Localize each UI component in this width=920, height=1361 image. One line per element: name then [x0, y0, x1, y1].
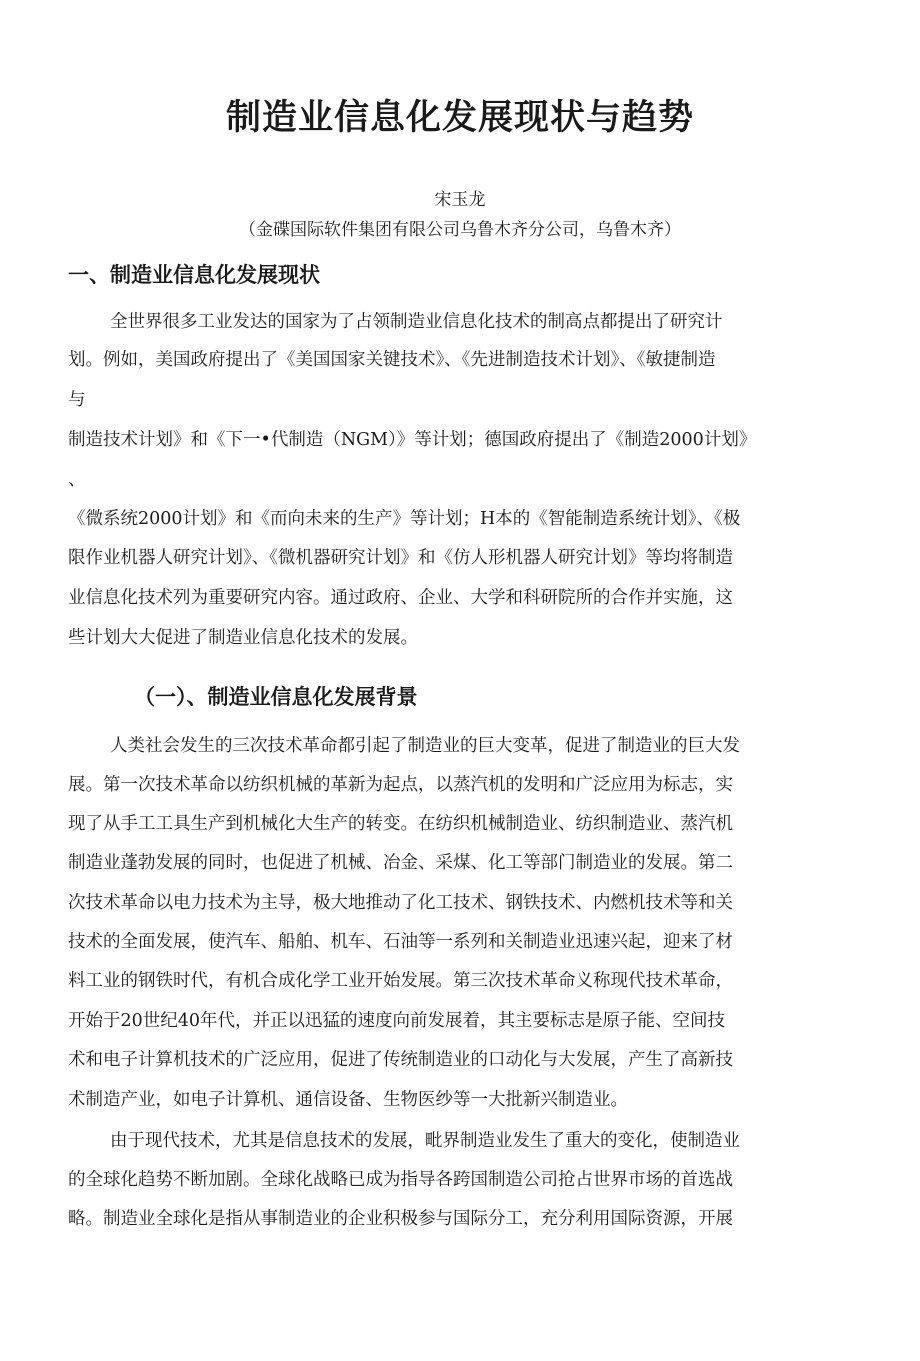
paragraph-line: 些计划大大促进了制造业信息化技术的发展。 [68, 628, 418, 648]
paragraph-line: 由于现代技术，尤其是信息技术的发展，毗界制造业发生了重大的变化，使制造业 [110, 1131, 740, 1151]
paragraph-line: 与 [68, 390, 86, 410]
paragraph-line: 、 [68, 470, 86, 490]
paragraph-line: 人类社会发生的三次技术革命都引起了制造业的巨大变革，促进了制造业的巨大发 [110, 736, 740, 756]
paragraph-line: 业信息化技术列为重要研究内容。通过政府、企业、大学和科研院所的合作并实施，这 [68, 588, 733, 608]
paragraph-line: 制造业蓬勃发展的同时，也促进了机械、冶金、采煤、化工等部门制造业的发展。第二 [68, 853, 733, 873]
paragraph-line: 次技术革命以电力技术为主导，极大地推动了化工技术、钢铁技术、内燃机技术等和关 [68, 893, 733, 913]
paragraph-line: 划。例如，美国政府提出了《美国国家关键技术》、《先进制造技术计划》、《敏捷制造 [68, 350, 716, 370]
paragraph-line: 略。制造业全球化是指从事制造业的企业积极参与国际分工，充分利用国际资源，开展 [68, 1209, 733, 1229]
paragraph-line: 料工业的钢铁时代，有机合成化学工业开始发展。第三次技术革命义称现代技术革命， [68, 971, 733, 991]
paragraph-line: 的全球化趋势不断加剧。全球化战略已成为指导各跨国制造公司抢占世界市场的首选战 [68, 1170, 733, 1190]
paragraph-line: 技术的全面发展，使汽车、船舶、机车、石油等一系列和关制造业迅速兴起，迎来了材 [68, 932, 733, 952]
paragraph-line: 展。第一次技术革命以纺织机械的革新为起点，以蒸汽机的发明和广泛应用为标志，实 [68, 775, 733, 795]
paragraph-line: 开始于20世纪40年代，并正以迅猛的速度向前发展着，其主要标志是原子能、空间技 [68, 1011, 726, 1031]
section-heading-1: 一、制造业信息化发展现状 [68, 263, 320, 287]
paragraph-line: 全世界很多工业发达的国家为了占领制造业信息化技术的制高点都提出了研究计 [110, 312, 723, 332]
paragraph-line: 现了从手工工具生产到机械化大生产的转变。在纺织机械制造业、纺织制造业、蒸汽机 [68, 814, 733, 834]
paragraph-line: 术和电子计算机技术的广泛应用，促进了传统制造业的口动化与大发展，产生了高新技 [68, 1050, 733, 1070]
paragraph-line: 《微系统2000计划》和《而向未来的生产》等计划；H本的《智能制造系统计划》、《极 [68, 509, 741, 529]
paragraph-line: 术制造产业，如电子计算机、通信设备、生物医纱等一大批新兴制造业。 [68, 1090, 628, 1110]
paragraph-line: 制造技术计划》和《下一•代制造（NGM）》等计划；德国政府提出了《制造2000计划》 [68, 430, 757, 450]
paragraph-line: 限作业机器人研究计划》、《微机器研究计划》和《仿人形机器人研究计划》等均将制造 [68, 548, 733, 568]
subsection-heading-1: （一）、制造业信息化发展背景 [134, 685, 418, 709]
document-title: 制造业信息化发展现状与趋势 [225, 98, 694, 138]
author-name: 宋玉龙 [434, 190, 486, 210]
author-affiliation: （金碟国际软件集团有限公司乌鲁木齐分公司，乌鲁木齐） [239, 220, 681, 240]
